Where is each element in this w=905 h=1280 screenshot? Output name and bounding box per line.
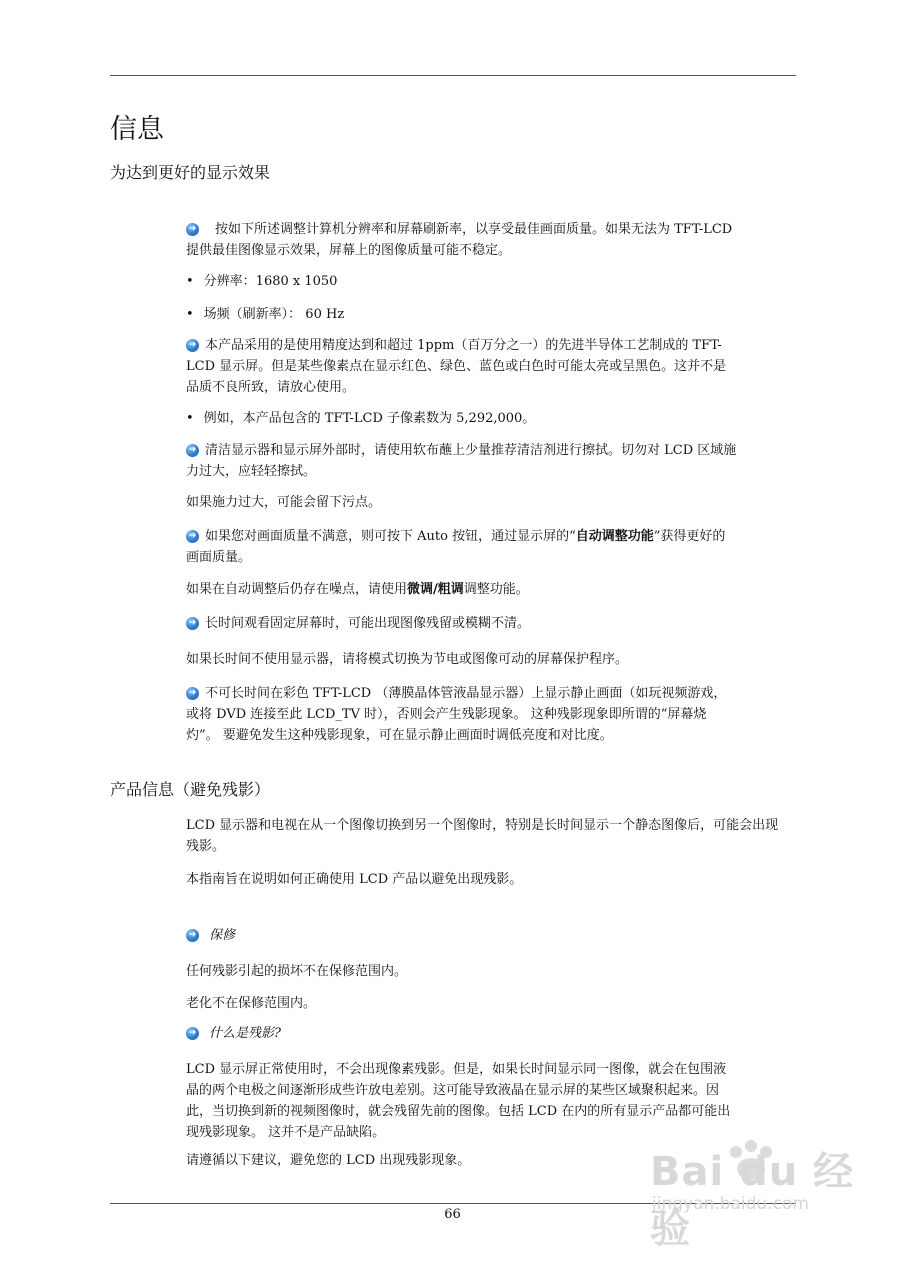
arrow-right-circle-icon: ➜: [186, 444, 199, 457]
paragraph-fine-coarse: 如果在自动调整后仍存在噪点，请使用微调/粗调调整功能。: [186, 582, 529, 597]
paragraph-pixel-defects: ➜ 本产品采用的是使用精度达到和超过 1ppm（百万分之一）的先进半导体工艺制成的 TFT-LCD 显示屏。但是某些像素点在显示红色、绿色、蓝色或白色时可能太亮或呈黑色。这并不是品质不良所致，请放心使用。: [186, 338, 727, 395]
paragraph-follow-advice: 请遵循以下建议，避免您的 LCD 出现残影现象。: [186, 1153, 471, 1168]
bullet-subpixels: • 例如，本产品包含的 TFT-LCD 子像素数为 5,292,000。: [186, 411, 536, 426]
section-heading-image-retention: 产品信息（避免残影）: [110, 780, 271, 799]
arrow-right-circle-icon: ➜: [186, 339, 199, 352]
paragraph-resolution: ➜ 按如下所述调整计算机分辨率和屏幕刷新率，以享受最佳画面质量。如果无法为 TFT-LCD 提供最佳图像显示效果，屏幕上的图像质量可能不稳定。: [186, 222, 733, 258]
paragraph-lcd-retention-intro: LCD 显示器和电视在从一个图像切换到另一个图像时，特别是长时间显示一个静态图像后，可能会出现残影。: [186, 818, 779, 854]
paragraph-stain-warning: 如果施力过大，可能会留下污点。: [186, 495, 382, 510]
paragraph-power-save: 如果长时间不使用显示器，请将模式切换为节电或图像可动的屏幕保护程序。: [186, 652, 629, 667]
arrow-right-circle-icon: ➜: [186, 530, 199, 543]
watermark-logo: Bai du 经验: [650, 1149, 855, 1252]
baidu-jingyan-watermark: [642, 1140, 862, 1250]
label-what-is-retention: ➜ 什么是残影?: [186, 1023, 738, 1044]
top-divider: [110, 75, 796, 76]
paragraph-retention-explanation: LCD 显示屏正常使用时，不会出现像素残影。但是，如果长时间显示同一图像，就会在包围液晶的两个电极之间逐渐形成些许放电差别。这可能导致液晶在显示屏的某些区域聚积起来。因此，当切换到新的视频图像时，就会残留先前的图像。包括 LCD 在内的所有显示产品都可能出现残影现象。 这并不是产品缺陷。: [186, 1062, 731, 1140]
bullet-refresh-rate: • 场频（刷新率）： 60 Hz: [186, 307, 345, 322]
arrow-right-circle-icon: ➜: [186, 617, 199, 630]
paragraph-burn-in: ➜ 不可长时间在彩色 TFT-LCD （薄膜晶体管液晶显示器）上显示静止画面（如玩视频游戏，或将 DVD 连接至此 LCD_TV 时），否则会产生残影现象。 这种残影现象即所谓的“屏幕烧灼”。 要避免发生这种残影现象，可在显示静止画面时调低亮度和对比度。: [186, 686, 727, 743]
bullet-resolution: • 分辨率：1680 x 1050: [186, 274, 338, 289]
paragraph-warranty-aging: 老化不在保修范围内。: [186, 996, 317, 1011]
paragraph-warranty-damage: 任何残影引起的损坏不在保修范围内。: [186, 964, 408, 979]
arrow-right-circle-icon: ➜: [186, 929, 199, 942]
page-title: 信息: [110, 114, 164, 145]
arrow-right-circle-icon: ➜: [186, 687, 199, 700]
label-warranty: ➜ 保修: [186, 925, 738, 946]
paragraph-auto-adjust: ➜ 如果您对画面质量不满意，则可按下 Auto 按钮，通过显示屏的“自动调整功能”获得更好的画面质量。: [186, 529, 726, 565]
section-heading-display: 为达到更好的显示效果: [110, 163, 271, 182]
arrow-right-circle-icon: ➜: [186, 223, 199, 236]
watermark-url: jingyan.baidu.com: [652, 1194, 809, 1214]
arrow-right-circle-icon: ➜: [186, 1027, 199, 1040]
paragraph-cleaning: ➜ 清洁显示器和显示屏外部时，请使用软布蘸上少量推荐清洁剂进行擦拭。切勿对 LCD 区域施力过大，应轻轻擦拭。: [186, 443, 737, 479]
page-number: 66: [444, 1207, 461, 1222]
paragraph-guide-purpose: 本指南旨在说明如何正确使用 LCD 产品以避免出现残影。: [186, 872, 523, 887]
paragraph-image-retention: ➜ 长时间观看固定屏幕时，可能出现图像残留或模糊不清。: [186, 613, 738, 634]
